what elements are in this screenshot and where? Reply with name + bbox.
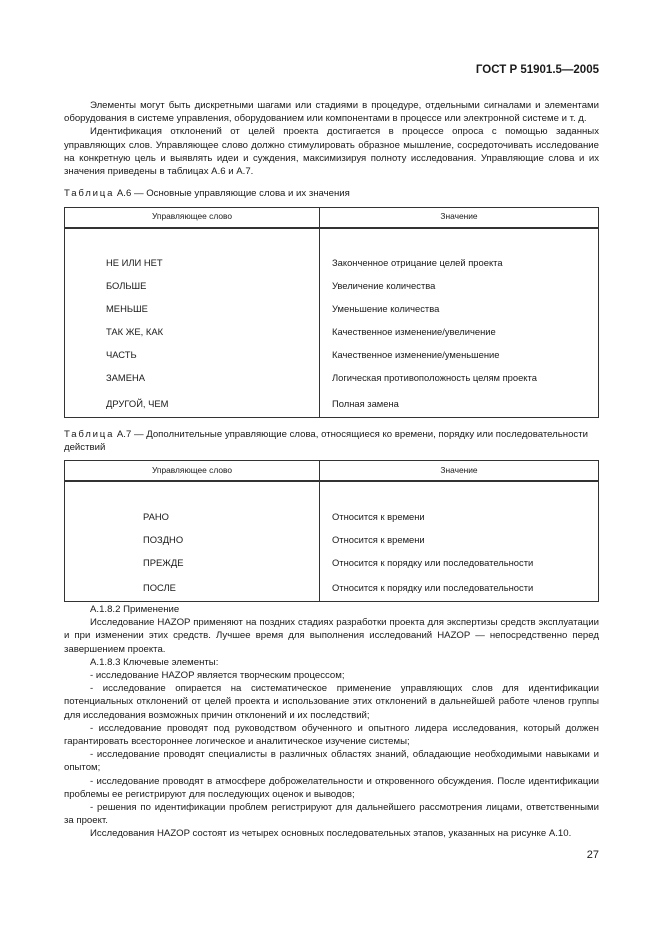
list-item: - исследование опирается на систематическое применение управляющих слов для идентификации потенциальных отклонений от целей проекта и использование этих отклонений в дальнейшей работе членов группы для исследования возможных причин отклонений и их последствий;: [64, 683, 599, 721]
table-row: [65, 321, 599, 344]
closing-paragraph: Исследования HAZOP состоят из четырех основных последовательных этапов, указанных на рисунке А.10.: [90, 828, 572, 840]
table-a6-word: НЕ ИЛИ НЕТ: [65, 252, 320, 275]
table-row: [65, 505, 599, 528]
table-a6-meaning: Полная замена: [320, 390, 599, 418]
table-a6-col-meaning: Значение: [320, 207, 599, 228]
table-a7-header-row: [65, 461, 599, 482]
table-a7-meaning: Относится к времени: [320, 528, 599, 551]
table-a6: [64, 207, 599, 419]
table-a6-meaning: Законченное отрицание целей проекта: [320, 252, 599, 275]
table-a6-col-word: Управляющее слово: [65, 207, 320, 228]
table-a7-caption: [64, 429, 599, 454]
document-id-header: ГОСТ Р 51901.5—2005: [475, 64, 599, 76]
table-a6-caption-prefix: Таблица: [64, 188, 115, 199]
table-a7-caption-text: А.7 — Дополнительные управляющие слова, относящиеся ко времени, порядку или последовательности действий: [64, 429, 588, 453]
list-item: - решения по идентификации проблем регистрируют для дальнейшего рассмотрения лицами, ответственными за проект.: [64, 802, 599, 827]
list-item: - исследование проводят под руководством обученного и опытного лидера исследования, который должен гарантировать всестороннее логическое и аналитическое изучение системы;: [64, 722, 599, 748]
table-row: [65, 275, 599, 298]
table-a7-meaning: Относится к времени: [320, 505, 599, 528]
table-a6-word: ТАК ЖЕ, КАК: [65, 321, 320, 344]
table-a7-spacer: [65, 481, 599, 505]
list-item: - исследование проводят в атмосфере доброжелательности и откровенного обсуждения. После идентификации проблемы ее регистрируют для последующих оценок и выводов;: [64, 775, 599, 800]
table-a6-word: ЗАМЕНА: [65, 367, 320, 390]
table-a7-word: ПОСЛЕ: [65, 574, 320, 601]
table-row: [65, 574, 599, 601]
table-row: [65, 551, 599, 574]
table-a7-col-word: Управляющее слово: [65, 461, 320, 482]
table-a7-section: [64, 429, 599, 602]
intro-section: [64, 99, 599, 178]
table-a6-meaning: Логическая противоположность целям проекта: [320, 367, 599, 390]
intro-paragraph-1: Элементы могут быть дискретными шагами или стадиями в процедуре, отдельными сигналами и элементами оборудования в системе управления, оборудованием или компонентами в процессе или электронной системе и т. д.: [64, 100, 599, 125]
table-a6-caption: [64, 188, 599, 201]
table-a6-word: ЧАСТЬ: [65, 344, 320, 367]
table-a7-meaning: Относится к порядку или последовательности: [320, 551, 599, 574]
table-row: [65, 344, 599, 367]
table-a7-word: РАНО: [65, 505, 320, 528]
key-elements-heading: А.1.8.3 Ключевые элементы:: [90, 656, 219, 668]
table-a6-word: ДРУГОЙ, ЧЕМ: [65, 390, 320, 418]
application-paragraph: Исследование HAZOP применяют на поздних стадиях разработки проекта для экспертизы средств эксплуатации и при изменении этих средств. Лучшее время для выполнения исследований HAZOP — непосредственно перед завершением проекта.: [64, 617, 599, 655]
table-a7-word: ПРЕЖДЕ: [65, 551, 320, 574]
table-row: [65, 528, 599, 551]
list-item: - исследование HAZOP является творческим процессом;: [90, 670, 345, 682]
page-number: 27: [586, 849, 599, 861]
list-item: - исследование проводят специалисты в различных областях знаний, обладающие необходимыми навыками и опытом;: [64, 749, 599, 774]
table-row: [65, 252, 599, 275]
table-a6-section: [64, 188, 599, 418]
application-heading: А.1.8.2 Применение: [90, 604, 180, 615]
table-a7-meaning: Относится к порядку или последовательности: [320, 574, 599, 601]
hazop-section: [64, 603, 599, 841]
table-a6-meaning: Увеличение количества: [320, 275, 599, 298]
table-a6-meaning: Уменьшение количества: [320, 298, 599, 321]
table-a6-word: БОЛЬШЕ: [65, 275, 320, 298]
table-row: [65, 367, 599, 390]
table-a6-spacer: [65, 228, 599, 252]
table-a7-word: ПОЗДНО: [65, 528, 320, 551]
table-a7-col-meaning: Значение: [320, 461, 599, 482]
table-a6-meaning: Качественное изменение/уменьшение: [320, 344, 599, 367]
table-a7-caption-prefix: Таблица: [64, 429, 115, 440]
intro-paragraph-2: Идентификация отклонений от целей проекта достигается в процессе опроса с помощью заданных управляющих слов. Управляющее слово должно стимулировать образное мышление, сосредоточивать исследование на конкретную цель и выявлять идеи и суждения, максимизируя полноту исследования. Управляющие слова и их значения приведены в таблицах А.6 и А.7.: [64, 126, 599, 178]
table-a6-header-row: [65, 207, 599, 228]
table-a6-word: МЕНЬШЕ: [65, 298, 320, 321]
table-row: [65, 298, 599, 321]
table-a6-meaning: Качественное изменение/увеличение: [320, 321, 599, 344]
table-a6-caption-text: А.6 — Основные управляющие слова и их значения: [114, 188, 350, 199]
table-a7: [64, 460, 599, 602]
table-row: [65, 390, 599, 418]
